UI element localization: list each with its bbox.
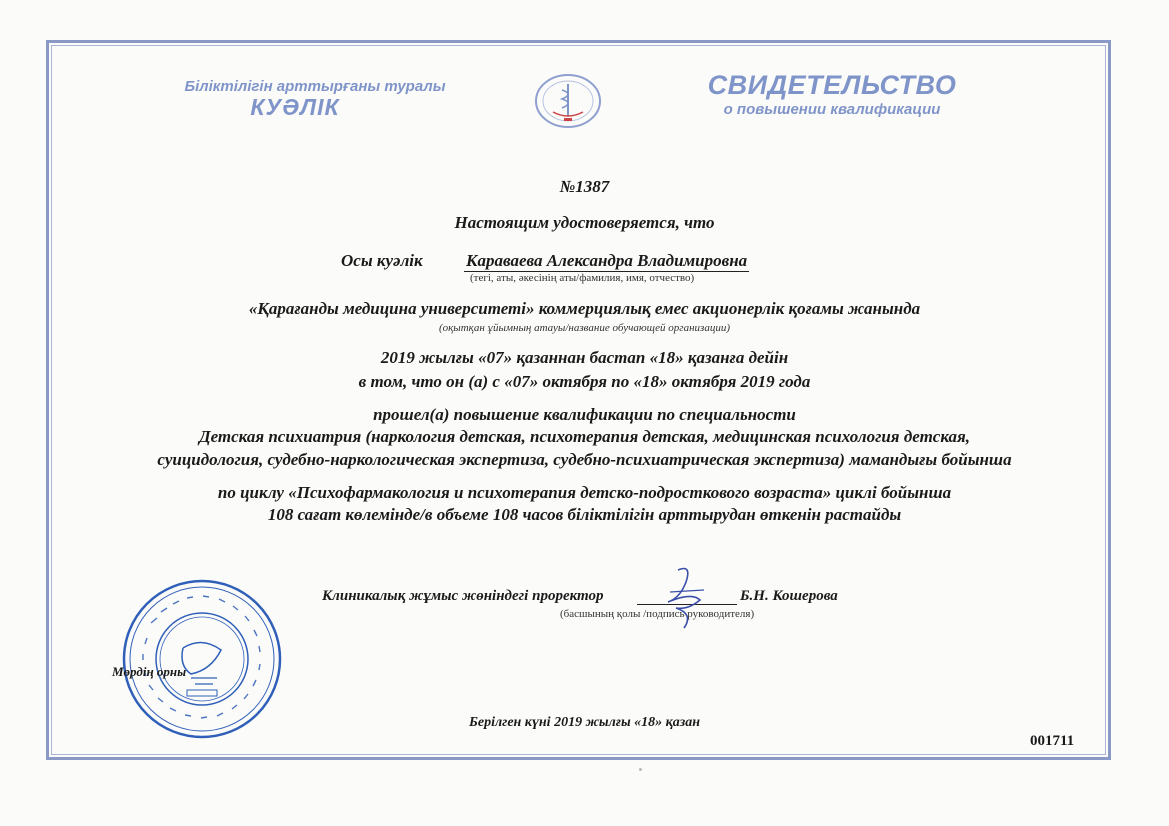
- holder-name: Караваева Александра Владимировна: [466, 251, 748, 270]
- dates-ru: в том, что он (а) с «07» октября по «18» октября 2019 года: [358, 372, 811, 391]
- header-ru: [702, 70, 962, 118]
- university-emblem-icon: [533, 72, 603, 130]
- stamp-place-label: Мөрдің орны: [112, 664, 187, 679]
- header-ru-subtitle: о повышении квалификации: [723, 101, 941, 118]
- holder-label: Осы куәлік: [341, 251, 423, 270]
- organization-note: (оқытқан ұйымның атауы/название обучающей организации): [438, 322, 731, 334]
- signer-position: Клиникалық жұмыс жөніндегі проректор: [322, 588, 604, 604]
- specialty-line-2: суицидология, судебно-наркологическая экспертиза, судебно-психиатрическая экспертиза) мамандығы бойынша: [157, 450, 1012, 469]
- cycle-line-1: по циклу «Психофармакология и психотерапия детско-подросткового возраста» циклі бойынша: [217, 483, 952, 502]
- certificate-number: №1387: [559, 177, 610, 196]
- specialty-line-1: Детская психиатрия (наркология детская, психотерапия детская, медицинская психология детская,: [198, 427, 971, 446]
- issue-date: Берілген күні 2019 жылғы «18» қазан: [468, 715, 701, 730]
- serial-number: 001711: [1030, 733, 1075, 749]
- signer-name: Б.Н. Кошерова: [740, 588, 838, 604]
- certify-text: Настоящим удостоверяется, что: [454, 213, 715, 232]
- header-kz-subtitle: Біліктілігін арттырғаны туралы: [184, 78, 446, 95]
- passed-text: прошел(а) повышение квалификации по специальности: [373, 405, 796, 424]
- cycle-line-2: 108 сағат көлемінде/в объеме 108 часов біліктілігін арттырудан өткенін растайды: [267, 505, 902, 524]
- header-ru-title: СВИДЕТЕЛЬСТВО: [707, 70, 957, 100]
- organization: «Қарағанды медицина университеті» коммерциялық емес акционерлік қоғамы жанында: [248, 299, 921, 318]
- speck: [639, 768, 642, 771]
- header-kz-title: КУӘЛІК: [250, 94, 340, 120]
- header-kz: [160, 78, 470, 121]
- handwritten-signature: [648, 562, 728, 632]
- signature-note: (басшының қолы /подпись руководителя): [560, 608, 755, 620]
- dates-kz: 2019 жылғы «07» қазаннан бастап «18» қазанға дейін: [380, 348, 789, 367]
- holder-note: (тегі, аты, әкесінің аты/фамилия, имя, отчество): [470, 272, 695, 284]
